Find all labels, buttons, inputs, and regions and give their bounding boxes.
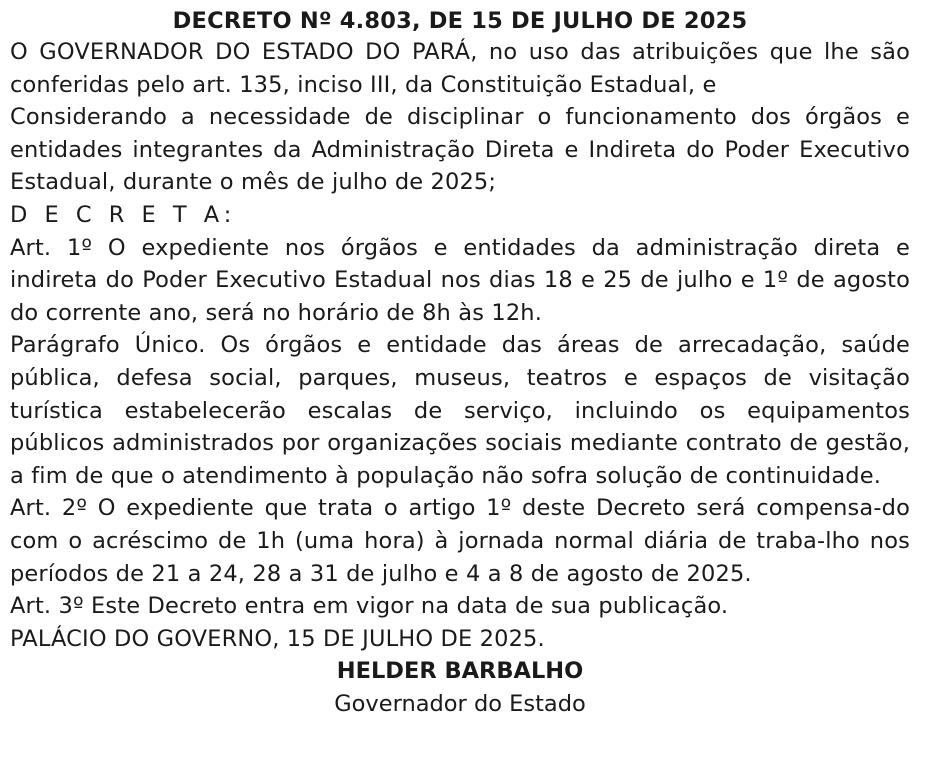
article-2: Art. 2º O expediente que trata o artigo 1º deste Decreto será compensa-do com o acréscimo de 1h (uma hora) à jornada normal diária de traba-lho nos períodos de 21 a 24, 28 a 31 de julho e 4 a 8 de agosto de 2025. [10,495,910,587]
article-3: Art. 3º Este Decreto entra em vigor na data de sua publicação. [10,593,729,620]
signature-role: Governador do Estado [334,690,586,717]
decree-title: DECRETO Nº 4.803, DE 15 DE JULHO DE 2025 [172,8,748,34]
preamble-considering: Considerando a necessidade de disciplinar o funcionamento dos órgãos e entidades integrantes da Administração Direta e Indireta do Poder Executivo Estadual, durante o mês de julho de 2025; [10,104,910,196]
decreta-heading: D E C R E T A: [10,201,237,228]
closing-line: PALÁCIO DO GOVERNO, 15 DE JULHO DE 2025. [10,625,545,652]
article-1: Art. 1º O expediente nos órgãos e entidades da administração direta e indireta do Poder Executivo Estadual nos dias 18 e 25 de julho e 1º de agosto do corrente ano, será no horário de 8h às 12h. [10,234,910,326]
preamble-authority: O GOVERNADOR DO ESTADO DO PARÁ, no uso das atribuições que lhe são conferidas pelo art. 135, inciso III, da Constituição Estadual, e [10,39,910,98]
signature-name: HELDER BARBALHO [336,658,584,685]
decree-body [10,36,910,655]
decree-document [10,0,910,720]
paragrafo-unico: Parágrafo Único. Os órgãos e entidade das áreas de arrecadação, saúde pública, defesa social, parques, museus, teatros e espaços de visitação turística estabelecerão escalas de serviço, incluindo os equipamentos públicos administrados por organizações sociais mediante contrato de gestão, a fim de que o atendimento à população não sofra solução de continuidade. [10,332,910,489]
